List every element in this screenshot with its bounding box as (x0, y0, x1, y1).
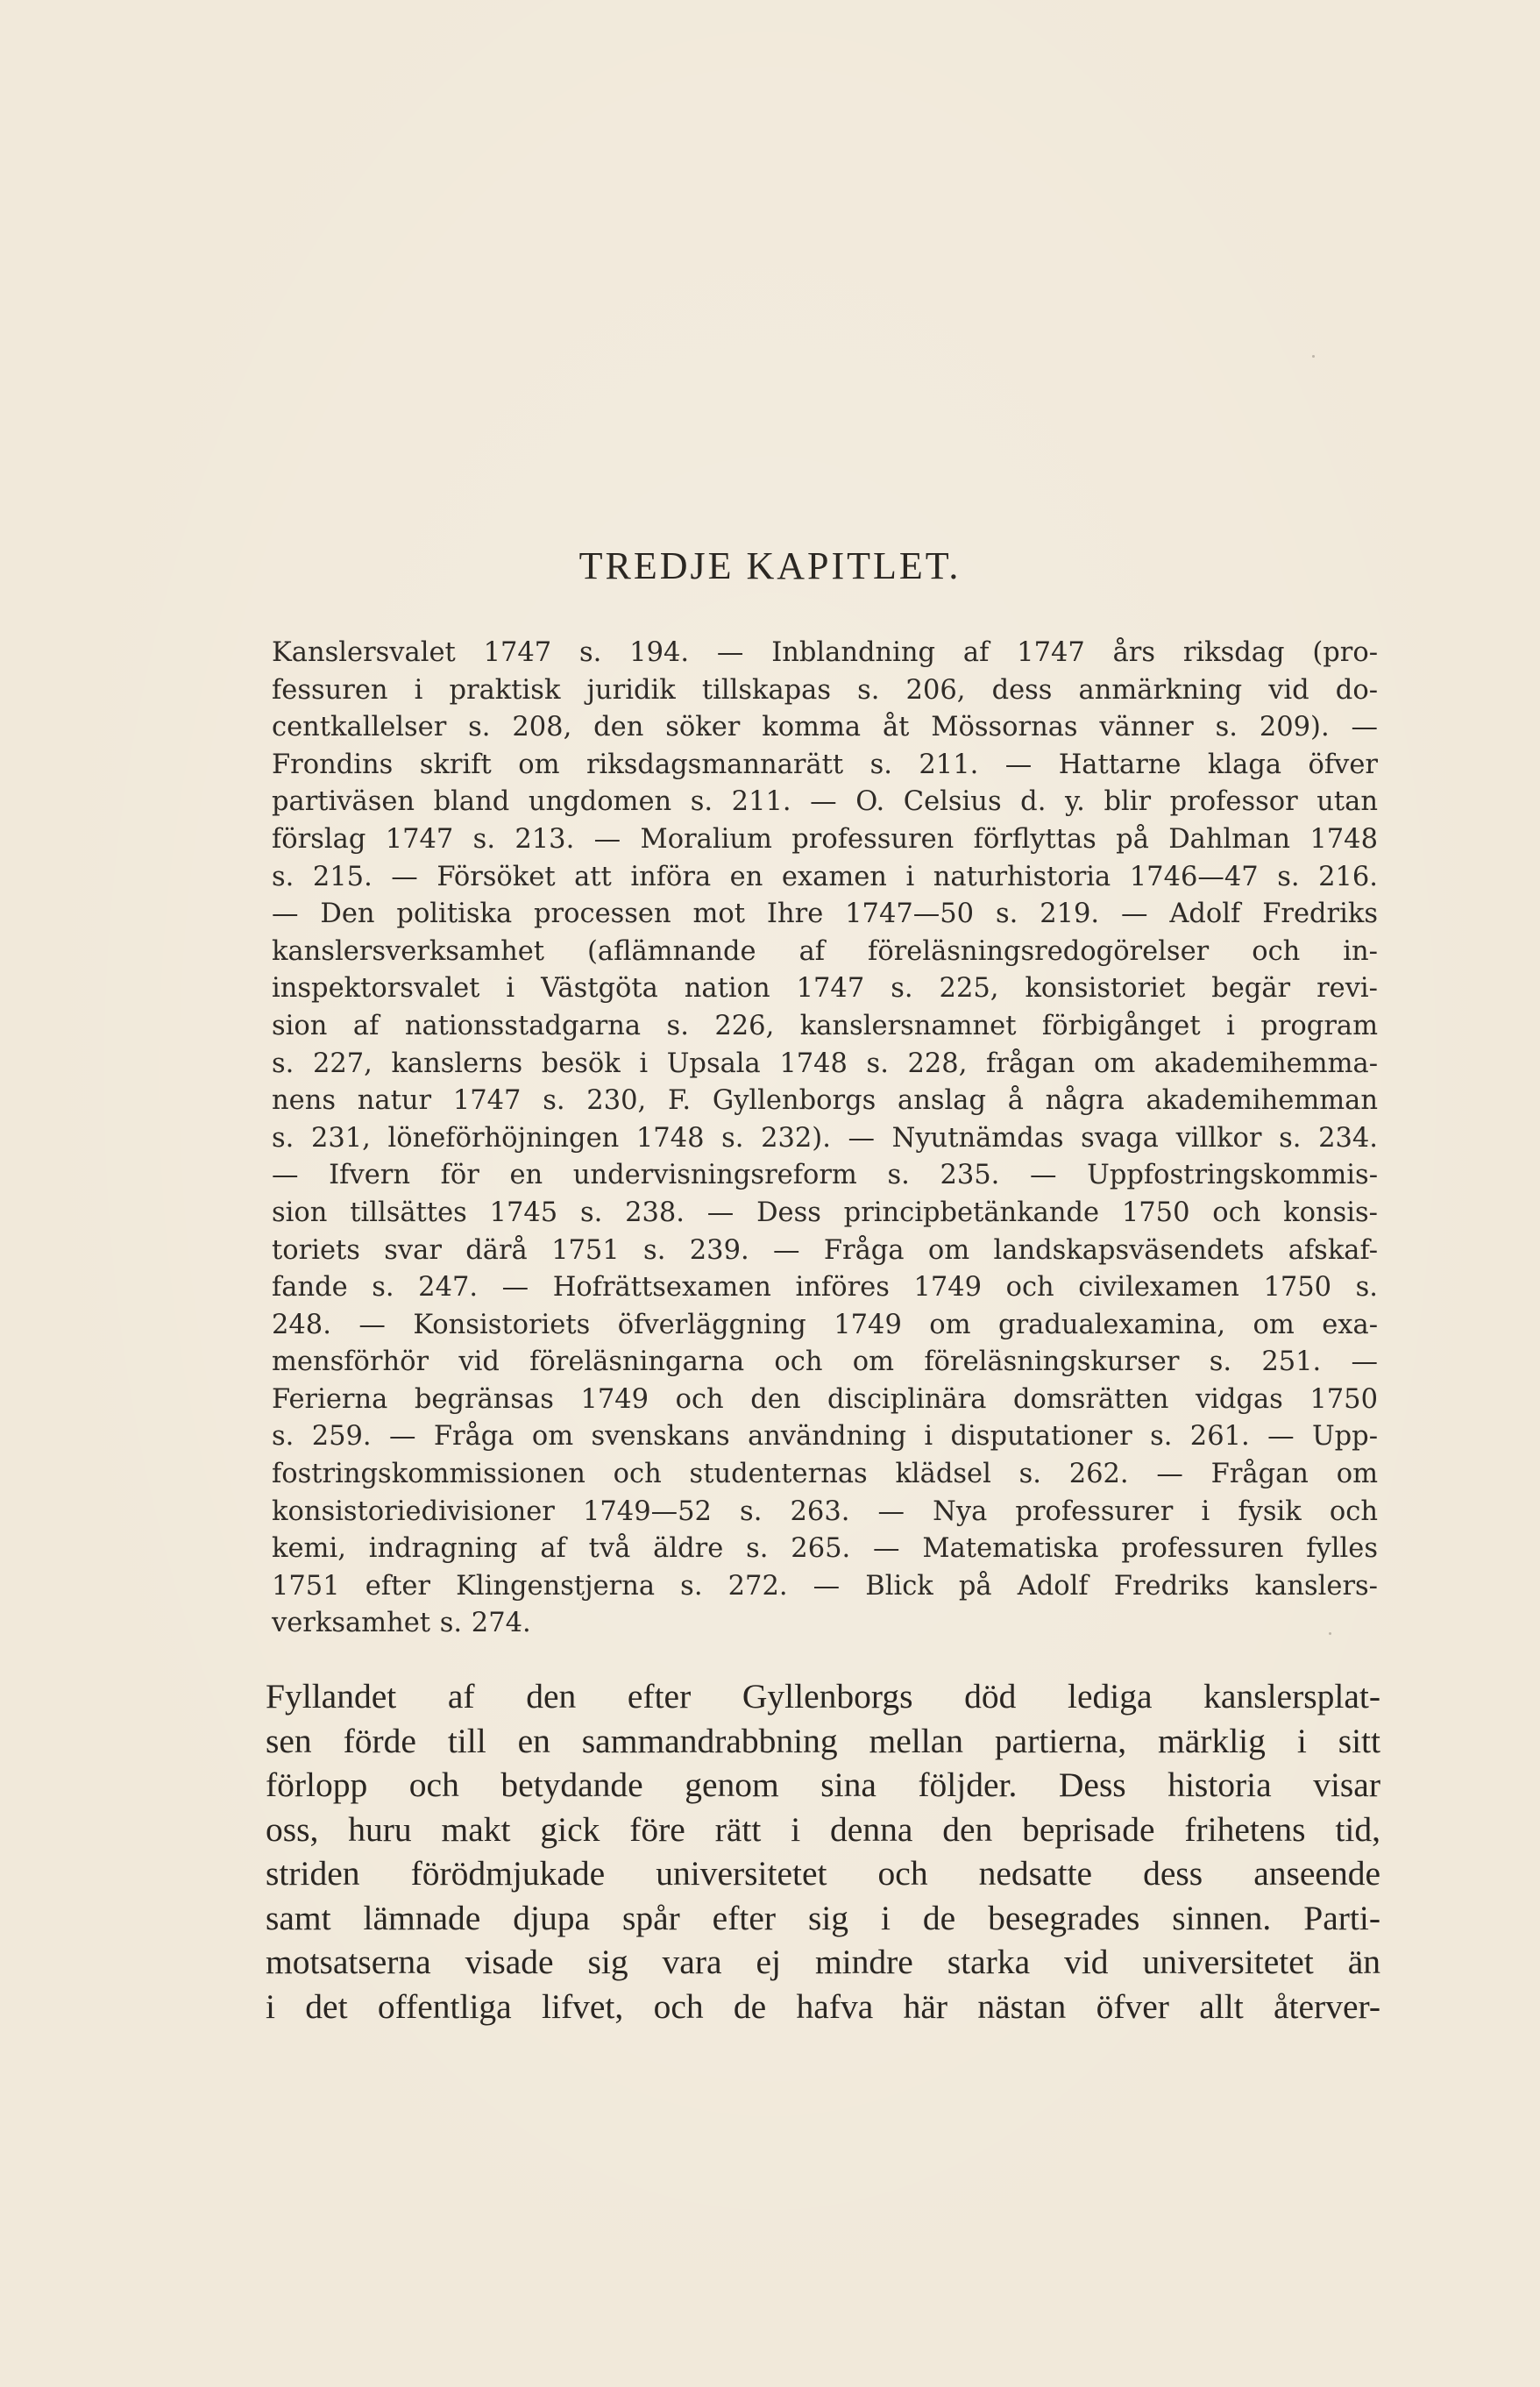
body-line: samt lämnade djupa spår efter sig i de besegrades sinnen. Parti- (266, 1898, 1380, 1937)
body-line: striden förödmjukade universitetet och nedsatte dess anseende (266, 1854, 1380, 1893)
summary-line: inspektorsvalet i Västgöta nation 1747 s. 225, konsistoriet begär revi- (272, 973, 1378, 1005)
summary-line: toriets svar därå 1751 s. 239. — Fråga om landskapsväsendets afskaf- (272, 1234, 1378, 1266)
summary-line: Frondins skrift om riksdagsmannarätt s. 211. — Hattarne klaga öfver (272, 749, 1378, 780)
summary-line: s. 215. — Försöket att införa en examen i naturhistoria 1746—47 s. 216. (272, 861, 1378, 892)
body-line: i det offentliga lifvet, och de hafva här nästan öfver allt återver- (266, 1986, 1380, 2026)
summary-line: fessuren i praktisk juridik tillskapas s. 206, dess anmärkning vid do- (272, 674, 1378, 706)
summary-line: förslag 1747 s. 213. — Moralium professuren förflyttas på Dahlman 1748 (272, 823, 1378, 855)
body-line: sen förde till en sammandrabbning mellan partierna, märklig i sitt (266, 1721, 1380, 1760)
summary-line: Ferierna begränsas 1749 och den disciplinära domsrätten vidgas 1750 (272, 1383, 1378, 1415)
summary-line: sion af nationsstadgarna s. 226, kanslersnamnet förbigånget i program (272, 1010, 1378, 1041)
paper-speck (1312, 355, 1315, 358)
chapter-summary (272, 635, 1378, 1643)
summary-line: Kanslersvalet 1747 s. 194. — Inblandning af 1747 års riksdag (pro- (272, 637, 1378, 668)
body-paragraph (266, 1674, 1380, 2028)
summary-line: kanslersverksamhet (aflämnande af föreläsningsredogörelser och in- (272, 935, 1378, 967)
summary-line: nens natur 1747 s. 230, F. Gyllenborgs anslag å några akademihemman (272, 1085, 1378, 1117)
summary-line: 1751 efter Klingenstjerna s. 272. — Blick på Adolf Fredriks kanslers- (272, 1570, 1378, 1602)
summary-line: — Den politiska processen mot Ihre 1747—50 s. 219. — Adolf Fredriks (272, 899, 1378, 930)
summary-line: — Ifvern för en undervisningsreform s. 235. — Uppfostringskommis- (272, 1160, 1378, 1191)
summary-line: mensförhör vid föreläsningarna och om föreläsningskurser s. 251. — (272, 1346, 1378, 1378)
summary-line: 248. — Konsistoriets öfverläggning 1749 om gradualexamina, om exa- (272, 1309, 1378, 1340)
summary-line: konsistoriedivisioner 1749—52 s. 263. — Nya professurer i fysik och (272, 1495, 1378, 1527)
body-line: förlopp och betydande genom sina följder. Dess historia visar (266, 1765, 1380, 1804)
summary-line: verksamhet s. 274. (272, 1608, 531, 1639)
summary-line: s. 231, löneförhöjningen 1748 s. 232). — Nyutnämdas svaga villkor s. 234. (272, 1122, 1378, 1154)
paper-speck (1329, 1632, 1331, 1635)
summary-line: fande s. 247. — Hofrättsexamen införes 1749 och civilexamen 1750 s. (272, 1272, 1378, 1304)
body-line: motsatserna visade sig vara ej mindre starka vid universitetet än (266, 1943, 1380, 1981)
summary-line: partiväsen bland ungdomen s. 211. — O. Celsius d. y. blir professor utan (272, 786, 1378, 818)
body-line: Fyllandet af den efter Gyllenborgs död lediga kanslersplat- (266, 1677, 1380, 1716)
summary-line: s. 259. — Fråga om svenskans användning i disputationer s. 261. — Upp- (272, 1421, 1378, 1453)
summary-line: s. 227, kanslerns besök i Upsala 1748 s. 228, frågan om akademihemma- (272, 1048, 1378, 1079)
summary-line: sion tillsättes 1745 s. 238. — Dess principbetänkande 1750 och konsis- (272, 1197, 1378, 1228)
summary-line: fostringskommissionen och studenternas klädsel s. 262. — Frågan om (272, 1459, 1378, 1490)
body-line: oss, huru makt gick före rätt i denna den beprisade frihetens tid, (266, 1809, 1380, 1849)
summary-line: kemi, indragning af två äldre s. 265. — Matematiska professuren fylles (272, 1533, 1378, 1565)
summary-line: centkallelser s. 208, den söker komma åt Mössornas vänner s. 209). — (272, 712, 1378, 743)
chapter-title: TREDJE KAPITLET. (578, 544, 962, 587)
